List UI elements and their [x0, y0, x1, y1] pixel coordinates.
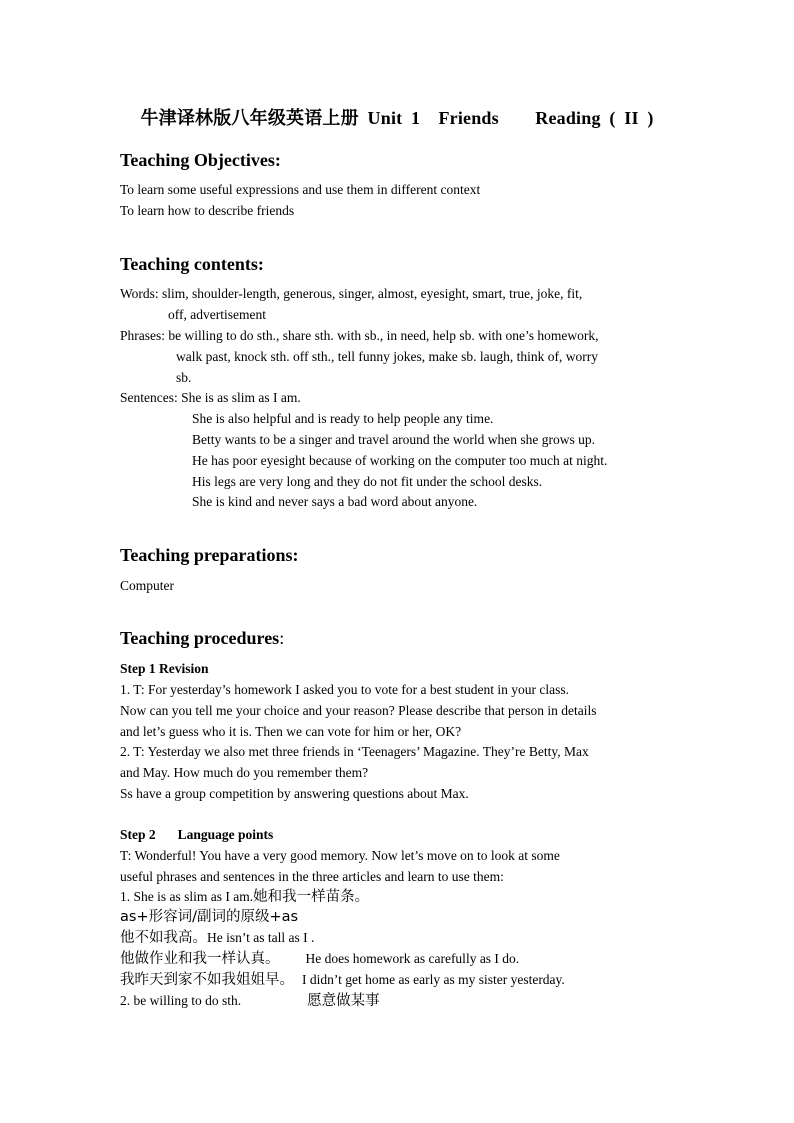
preparations-heading: Teaching preparations:: [120, 545, 299, 565]
example2-english: He does homework as carefully as I do.: [305, 951, 520, 966]
words-line-1: Words: slim, shoulder-length, generous, singer, almost, eyesight, smart, true, joke, fit,: [120, 286, 583, 301]
step2-label: Step 2: [120, 827, 156, 842]
example1-chinese: 他不如我高。: [120, 930, 207, 946]
step1-line-1: 1. T: For yesterday’s homework I asked you to vote for a best student in your class.: [120, 682, 569, 697]
sentences-line-2: She is also helpful and is ready to help people any time.: [192, 411, 494, 426]
point1-english: 1. She is as slim as I am.: [120, 889, 254, 904]
sentences-line-3: Betty wants to be a singer and travel around the world when she grows up.: [192, 432, 596, 447]
phrases-line-1: Phrases: be willing to do sth., share sth. with sb., in need, help sb. with one’s homework,: [120, 328, 599, 343]
document-title: 牛津译林版八年级英语上册 Unit 1 Friends Reading ( II ): [140, 108, 654, 128]
step2-heading: [120, 828, 273, 842]
point1-chinese: 她和我一样苗条。: [253, 889, 370, 905]
contents-heading: Teaching contents:: [120, 254, 264, 274]
example3-chinese: 我昨天到家不如我姐姐早。: [120, 972, 294, 988]
step1-line-6: Ss have a group competition by answering questions about Max.: [120, 786, 469, 801]
phrases-line-2: walk past, knock sth. off sth., tell funny jokes, make sb. laugh, think of, worry: [176, 349, 598, 364]
phrases-line-3: sb.: [176, 370, 192, 385]
example2-chinese: 他做作业和我一样认真。: [120, 951, 280, 967]
example1-english: He isn’t as tall as I .: [207, 930, 315, 945]
point2-line: [120, 994, 380, 1009]
step1-line-2: Now can you tell me your choice and your reason? Please describe that person in details: [120, 703, 597, 718]
step2-title: Language points: [177, 827, 274, 842]
procedures-heading-text: Teaching procedures: [120, 628, 280, 648]
example2-line: [120, 952, 519, 967]
sentences-line-1: Sentences: She is as slim as I am.: [120, 390, 301, 405]
example3-line: [120, 973, 565, 988]
sentences-line-5: His legs are very long and they do not fit under the school desks.: [192, 474, 543, 489]
point1-line: [120, 890, 369, 905]
objective-line-1: To learn some useful expressions and use them in different context: [120, 182, 481, 197]
step2-line-1: T: Wonderful! You have a very good memory. Now let’s move on to look at some: [120, 848, 560, 863]
step2-line-2: useful phrases and sentences in the three articles and learn to use them:: [120, 869, 504, 884]
objectives-heading: Teaching Objectives:: [120, 150, 281, 170]
sentences-line-4: He has poor eyesight because of working on the computer too much at night.: [192, 453, 608, 468]
example3-english: I didn’t get home as early as my sister yesterday.: [302, 972, 565, 987]
step1-line-4: 2. T: Yesterday we also met three friends in ‘Teenagers’ Magazine. They’re Betty, Max: [120, 744, 589, 759]
step1-line-3: and let’s guess who it is. Then we can vote for him or her, OK?: [120, 724, 462, 739]
objective-line-2: To learn how to describe friends: [120, 203, 295, 218]
words-line-2: off, advertisement: [168, 307, 266, 322]
procedures-heading: [120, 628, 284, 649]
preparations-line: Computer: [120, 578, 174, 593]
step1-line-5: and May. How much do you remember them?: [120, 765, 369, 780]
example1-line: [120, 931, 314, 946]
procedures-heading-colon: :: [279, 628, 285, 648]
sentences-line-6: She is kind and never says a bad word about anyone.: [192, 494, 478, 509]
pattern-line: as+形容词/副词的原级+as: [120, 909, 299, 925]
point2-english: 2. be willing to do sth.: [120, 993, 242, 1008]
step1-heading: Step 1 Revision: [120, 661, 209, 676]
point2-chinese: 愿意做某事: [307, 993, 380, 1009]
